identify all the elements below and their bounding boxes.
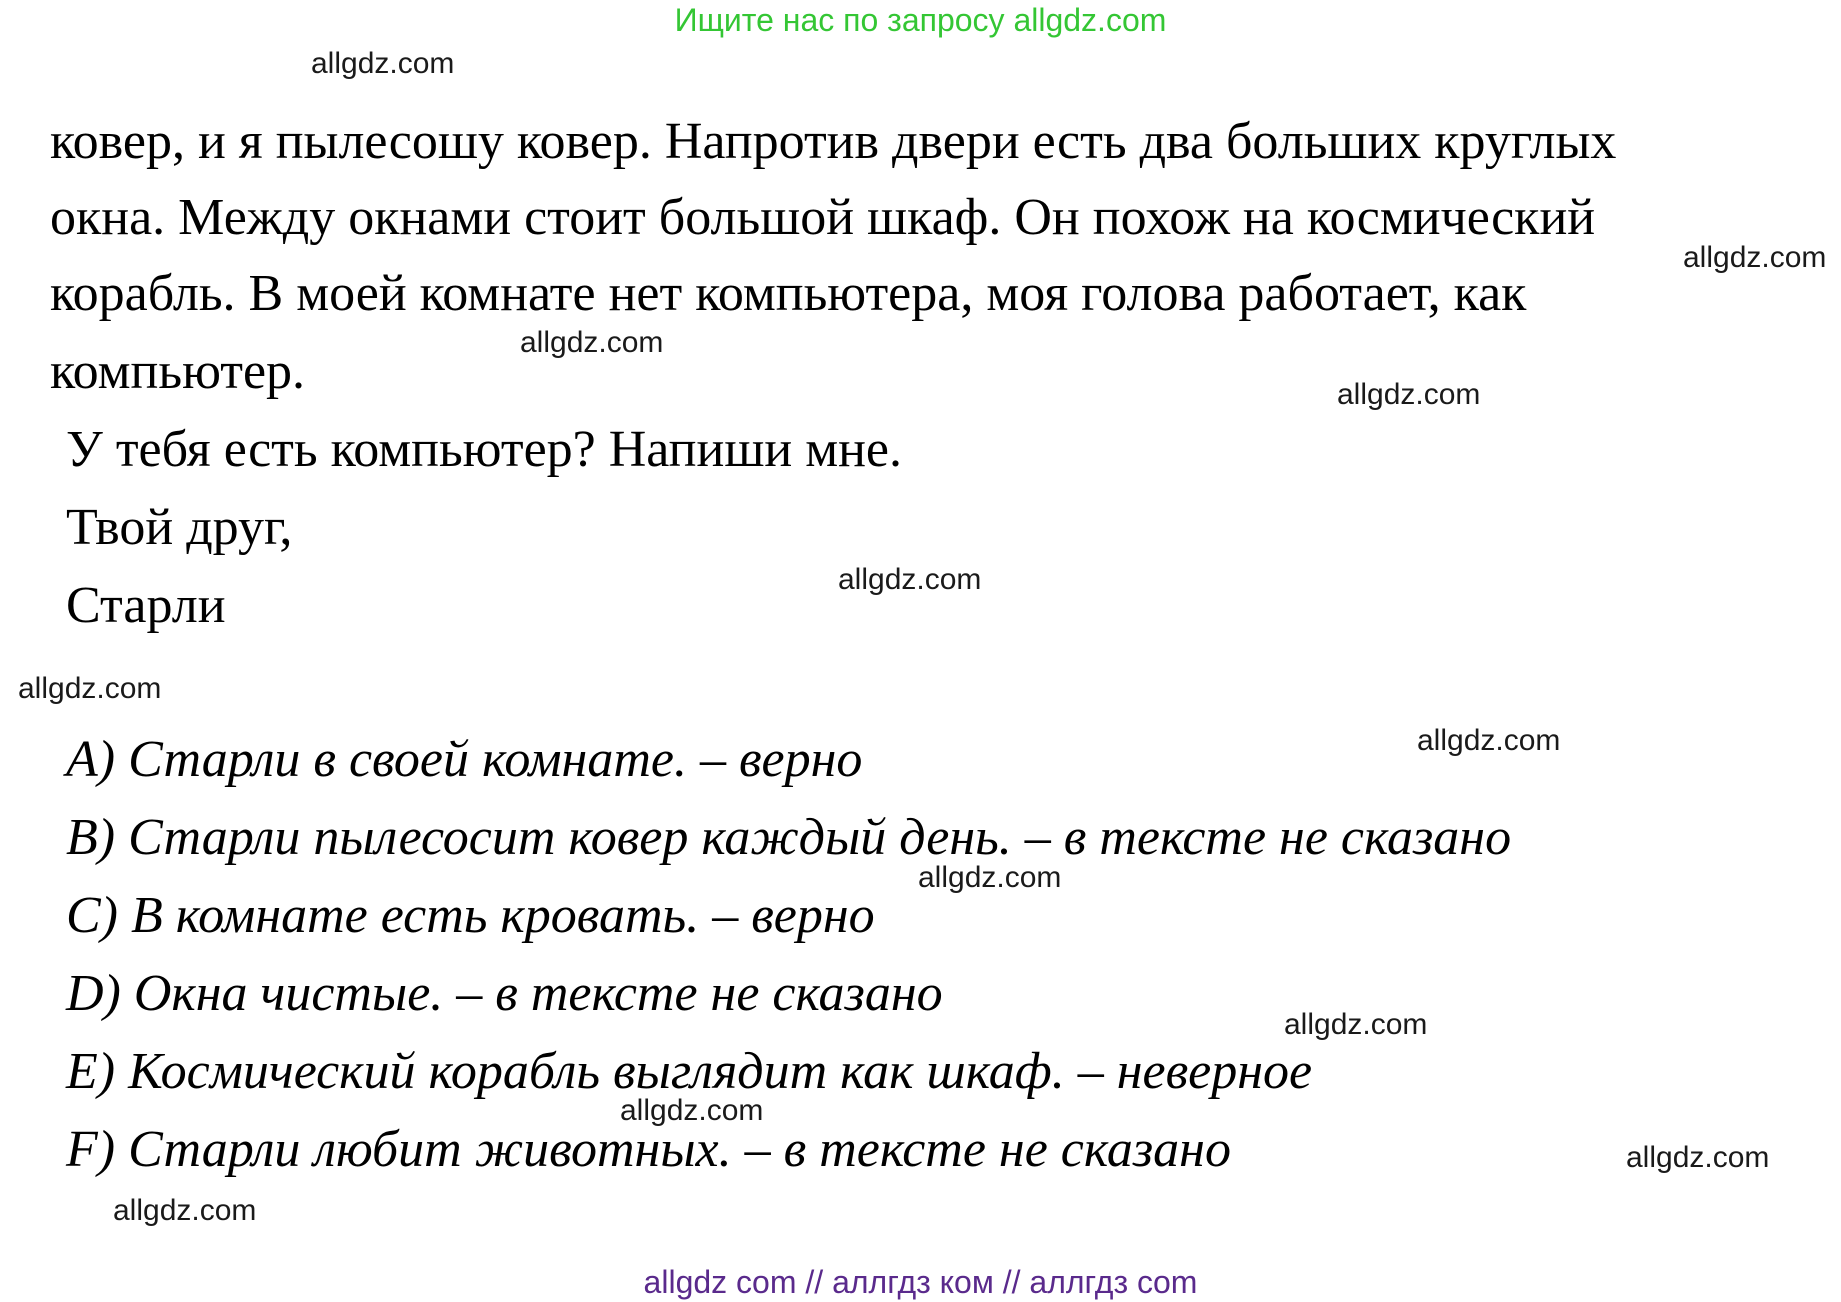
paragraph-line-4: компьютер. — [50, 343, 306, 400]
top-banner: Ищите нас по запросу allgdz.com — [674, 2, 1167, 38]
answer-c: C) В комнате есть кровать. – верно — [66, 887, 875, 944]
answer-b: B) Старли пылесосит ковер каждый день. – в тексте не сказано — [66, 809, 1512, 866]
watermark: allgdz.com — [1417, 724, 1561, 757]
watermark: allgdz.com — [311, 47, 455, 80]
answer-f: F) Старли любит животных. – в тексте не сказано — [66, 1121, 1231, 1178]
watermark: allgdz.com — [918, 861, 1062, 894]
answer-e: E) Космический корабль выглядит как шкаф. – неверное — [66, 1043, 1313, 1100]
watermark: allgdz.com — [1683, 241, 1827, 274]
watermark: allgdz.com — [18, 672, 162, 705]
watermark: allgdz.com — [113, 1194, 257, 1227]
answer-d: D) Окна чистые. – в тексте не сказано — [66, 965, 943, 1022]
watermark: allgdz.com — [1626, 1141, 1770, 1174]
watermark: allgdz.com — [620, 1094, 764, 1127]
letter-signature: Старли — [66, 577, 226, 634]
watermark: allgdz.com — [838, 563, 982, 596]
answer-a: A) Старли в своей комнате. – верно — [66, 731, 863, 788]
bottom-footer: allgdz com // аллгдз ком // аллгдз com — [643, 1264, 1198, 1300]
letter-closing: Твой друг, — [66, 499, 293, 556]
watermark: allgdz.com — [1284, 1008, 1428, 1041]
watermark: allgdz.com — [1337, 378, 1481, 411]
paragraph-line-1: ковер, и я пылесошу ковер. Напротив двери есть два больших круглых — [50, 113, 1617, 170]
watermark: allgdz.com — [520, 326, 664, 359]
paragraph-line-2: окна. Между окнами стоит большой шкаф. Он похож на космический — [50, 189, 1596, 246]
letter-question: У тебя есть компьютер? Напиши мне. — [66, 421, 903, 478]
paragraph-line-3: корабль. В моей комнате нет компьютера, моя голова работает, как — [50, 265, 1527, 322]
